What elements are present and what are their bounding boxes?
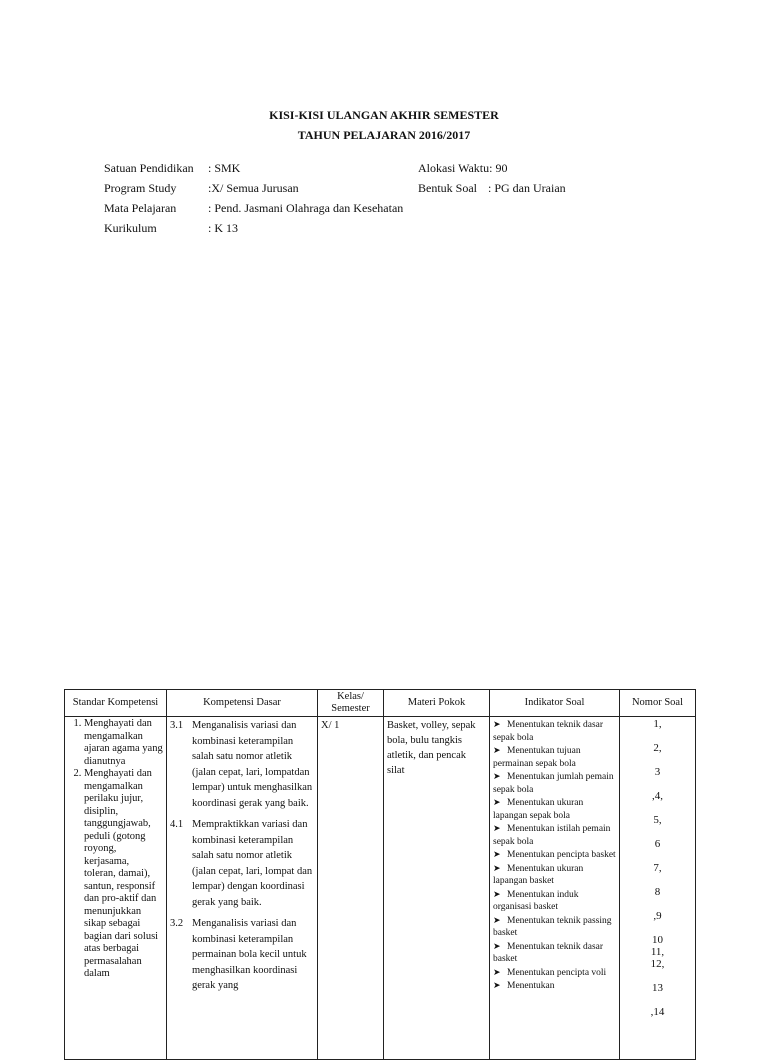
info-row-bentuk	[418, 178, 566, 198]
cell-standar-kompetensi	[65, 717, 167, 1060]
arrow-bullet-icon: ➤	[493, 797, 501, 807]
nomor-item: 2,	[653, 742, 662, 754]
info-value: : K 13	[208, 221, 238, 235]
indikator-text: Menentukan ukuran lapangan basket	[493, 863, 584, 886]
info-label: Kurikulum	[104, 221, 157, 235]
info-right-block	[418, 158, 566, 198]
kd-number: 3.2	[170, 918, 184, 929]
indikator-item	[493, 718, 616, 744]
indikator-item	[493, 822, 616, 848]
indikator-text: Menentukan	[507, 981, 555, 991]
kd-item	[170, 817, 314, 910]
indikator-item	[493, 914, 616, 940]
cell-kompetensi-dasar	[167, 717, 318, 1060]
header-nomor-soal: Nomor Soal	[620, 690, 696, 717]
indikator-text: Menentukan teknik dasar basket	[493, 941, 604, 964]
cell-kelas-semester: X/ 1	[318, 717, 384, 1060]
info-row-program	[104, 178, 403, 198]
nomor-item: 7,	[653, 862, 662, 874]
indikator-text: Menentukan induk organisasi basket	[493, 889, 579, 912]
indikator-item	[493, 770, 616, 796]
indikator-text: Menentukan pencipta voli	[507, 967, 607, 978]
list-item: 2. Menghayati dan mengamalkan perilaku jujur, disiplin, tanggungjawab, peduli (gotong royong, kerjasama, toleran, damai), santun, responsif dan pro-aktif dan menunjukkan sikap sebagai bagian dari solusi atas berbagai permasalahan dalam	[84, 768, 163, 981]
indikator-item	[493, 862, 616, 888]
kd-item	[170, 916, 314, 994]
nomor-item: 8	[654, 886, 661, 898]
indikator-text: Menentukan tujuan permainan sepak bola	[493, 746, 581, 769]
indikator-text: Menentukan teknik dasar sepak bola	[493, 720, 604, 743]
arrow-bullet-icon: ➤	[493, 888, 501, 899]
header-indikator-soal: Indikator Soal	[490, 690, 620, 717]
document-subtitle: TAHUN PELAJARAN 2016/2017	[297, 128, 471, 142]
indikator-text: Menentukan teknik passing basket	[493, 915, 612, 938]
indikator-text: Menentukan jumlah pemain sepak bola	[493, 772, 614, 795]
info-row-mapel	[104, 198, 403, 218]
arrow-bullet-icon: ➤	[493, 771, 501, 781]
arrow-bullet-icon: ➤	[493, 823, 501, 833]
standar-kompetensi-list	[68, 718, 163, 981]
indikator-item	[493, 744, 616, 770]
info-label: Alokasi Waktu: 90	[418, 161, 508, 175]
kd-text: Mempraktikkan variasi dan kombinasi keterampilan salah satu nomor atletik (jalan cepat, lari, lompat dan lempar) dengan koordinasi gerak yang baik.	[192, 819, 313, 908]
info-label: Bentuk Soal	[418, 181, 477, 195]
indikator-item	[493, 940, 616, 966]
header-standar-kompetensi: Standar Kompetensi	[65, 690, 167, 717]
arrow-bullet-icon: ➤	[493, 980, 501, 990]
kd-text: Menganalisis variasi dan kombinasi keterampilan salah satu nomor atletik (jalan cepat, lari, lompatdan lempar) untuk menghasilkan koordinasi gerak yang baik.	[192, 720, 313, 809]
arrow-bullet-icon: ➤	[493, 862, 501, 873]
info-label: Mata Pelajaran	[104, 201, 177, 215]
kd-text: Menganalisis variasi dan kombinasi keterampilan permainan bola kecil untuk menghasilkan koordinasi gerak yang	[192, 918, 307, 991]
arrow-bullet-icon: ➤	[493, 966, 501, 977]
cell-nomor-soal	[620, 717, 696, 1060]
header-materi-pokok: Materi Pokok	[384, 690, 490, 717]
kd-item	[170, 718, 314, 811]
indikator-item	[493, 979, 616, 993]
nomor-item: 12,	[650, 958, 665, 970]
indikator-item	[493, 888, 616, 914]
arrow-bullet-icon: ➤	[493, 719, 501, 729]
table-header-row	[65, 690, 696, 717]
indikator-item	[493, 796, 616, 822]
info-label: Satuan Pendidikan	[104, 161, 194, 175]
indikator-text: Menentukan pencipta basket	[507, 850, 616, 860]
nomor-item: ,4,	[652, 790, 663, 802]
nomor-item: 11,	[650, 946, 665, 958]
cell-indikator-soal	[490, 717, 620, 1060]
info-value: : PG dan Uraian	[488, 181, 566, 195]
info-value: : Pend. Jasmani Olahraga dan Kesehatan	[208, 201, 404, 215]
indikator-item	[493, 848, 616, 862]
document-title: KISI-KISI ULANGAN AKHIR SEMESTER	[269, 108, 499, 122]
kd-number: 3.1	[170, 720, 184, 731]
indikator-item	[493, 966, 616, 980]
info-label: Program Study	[104, 181, 177, 195]
nomor-item: 5,	[653, 814, 662, 826]
info-row-satuan	[104, 158, 403, 178]
cell-materi-pokok: Basket, volley, sepak bola, bulu tangkis atletik, dan pencak silat	[384, 717, 490, 1060]
nomor-item: ,14	[650, 1006, 665, 1018]
info-value: : SMK	[208, 161, 241, 175]
kd-number: 4.1	[170, 819, 184, 830]
info-row-alokasi	[418, 158, 566, 178]
arrow-bullet-icon: ➤	[493, 940, 501, 951]
kisi-kisi-table	[64, 689, 696, 1060]
table-row	[65, 717, 696, 1060]
list-item: 1. Menghayati dan mengamalkan ajaran agama yang dianutnya	[84, 718, 163, 768]
arrow-bullet-icon: ➤	[493, 914, 501, 925]
info-left-block	[104, 158, 403, 238]
nomor-item: 1,	[653, 718, 662, 730]
nomor-item: 6	[654, 838, 661, 850]
nomor-item: ,9	[653, 910, 662, 922]
indikator-text: Menentukan ukuran lapangan sepak bola	[493, 798, 584, 821]
header-kelas-semester: Kelas/ Semester	[318, 690, 384, 717]
indikator-text: Menentukan istilah pemain sepak bola	[493, 824, 611, 847]
nomor-item: 10	[652, 934, 663, 946]
info-row-kurikulum	[104, 218, 403, 238]
arrow-bullet-icon: ➤	[493, 745, 501, 755]
header-kompetensi-dasar: Kompetensi Dasar	[167, 690, 318, 717]
info-value: :X/ Semua Jurusan	[208, 181, 299, 195]
arrow-bullet-icon: ➤	[493, 849, 501, 859]
nomor-item: 13	[652, 982, 663, 994]
nomor-item: 3	[654, 766, 661, 778]
